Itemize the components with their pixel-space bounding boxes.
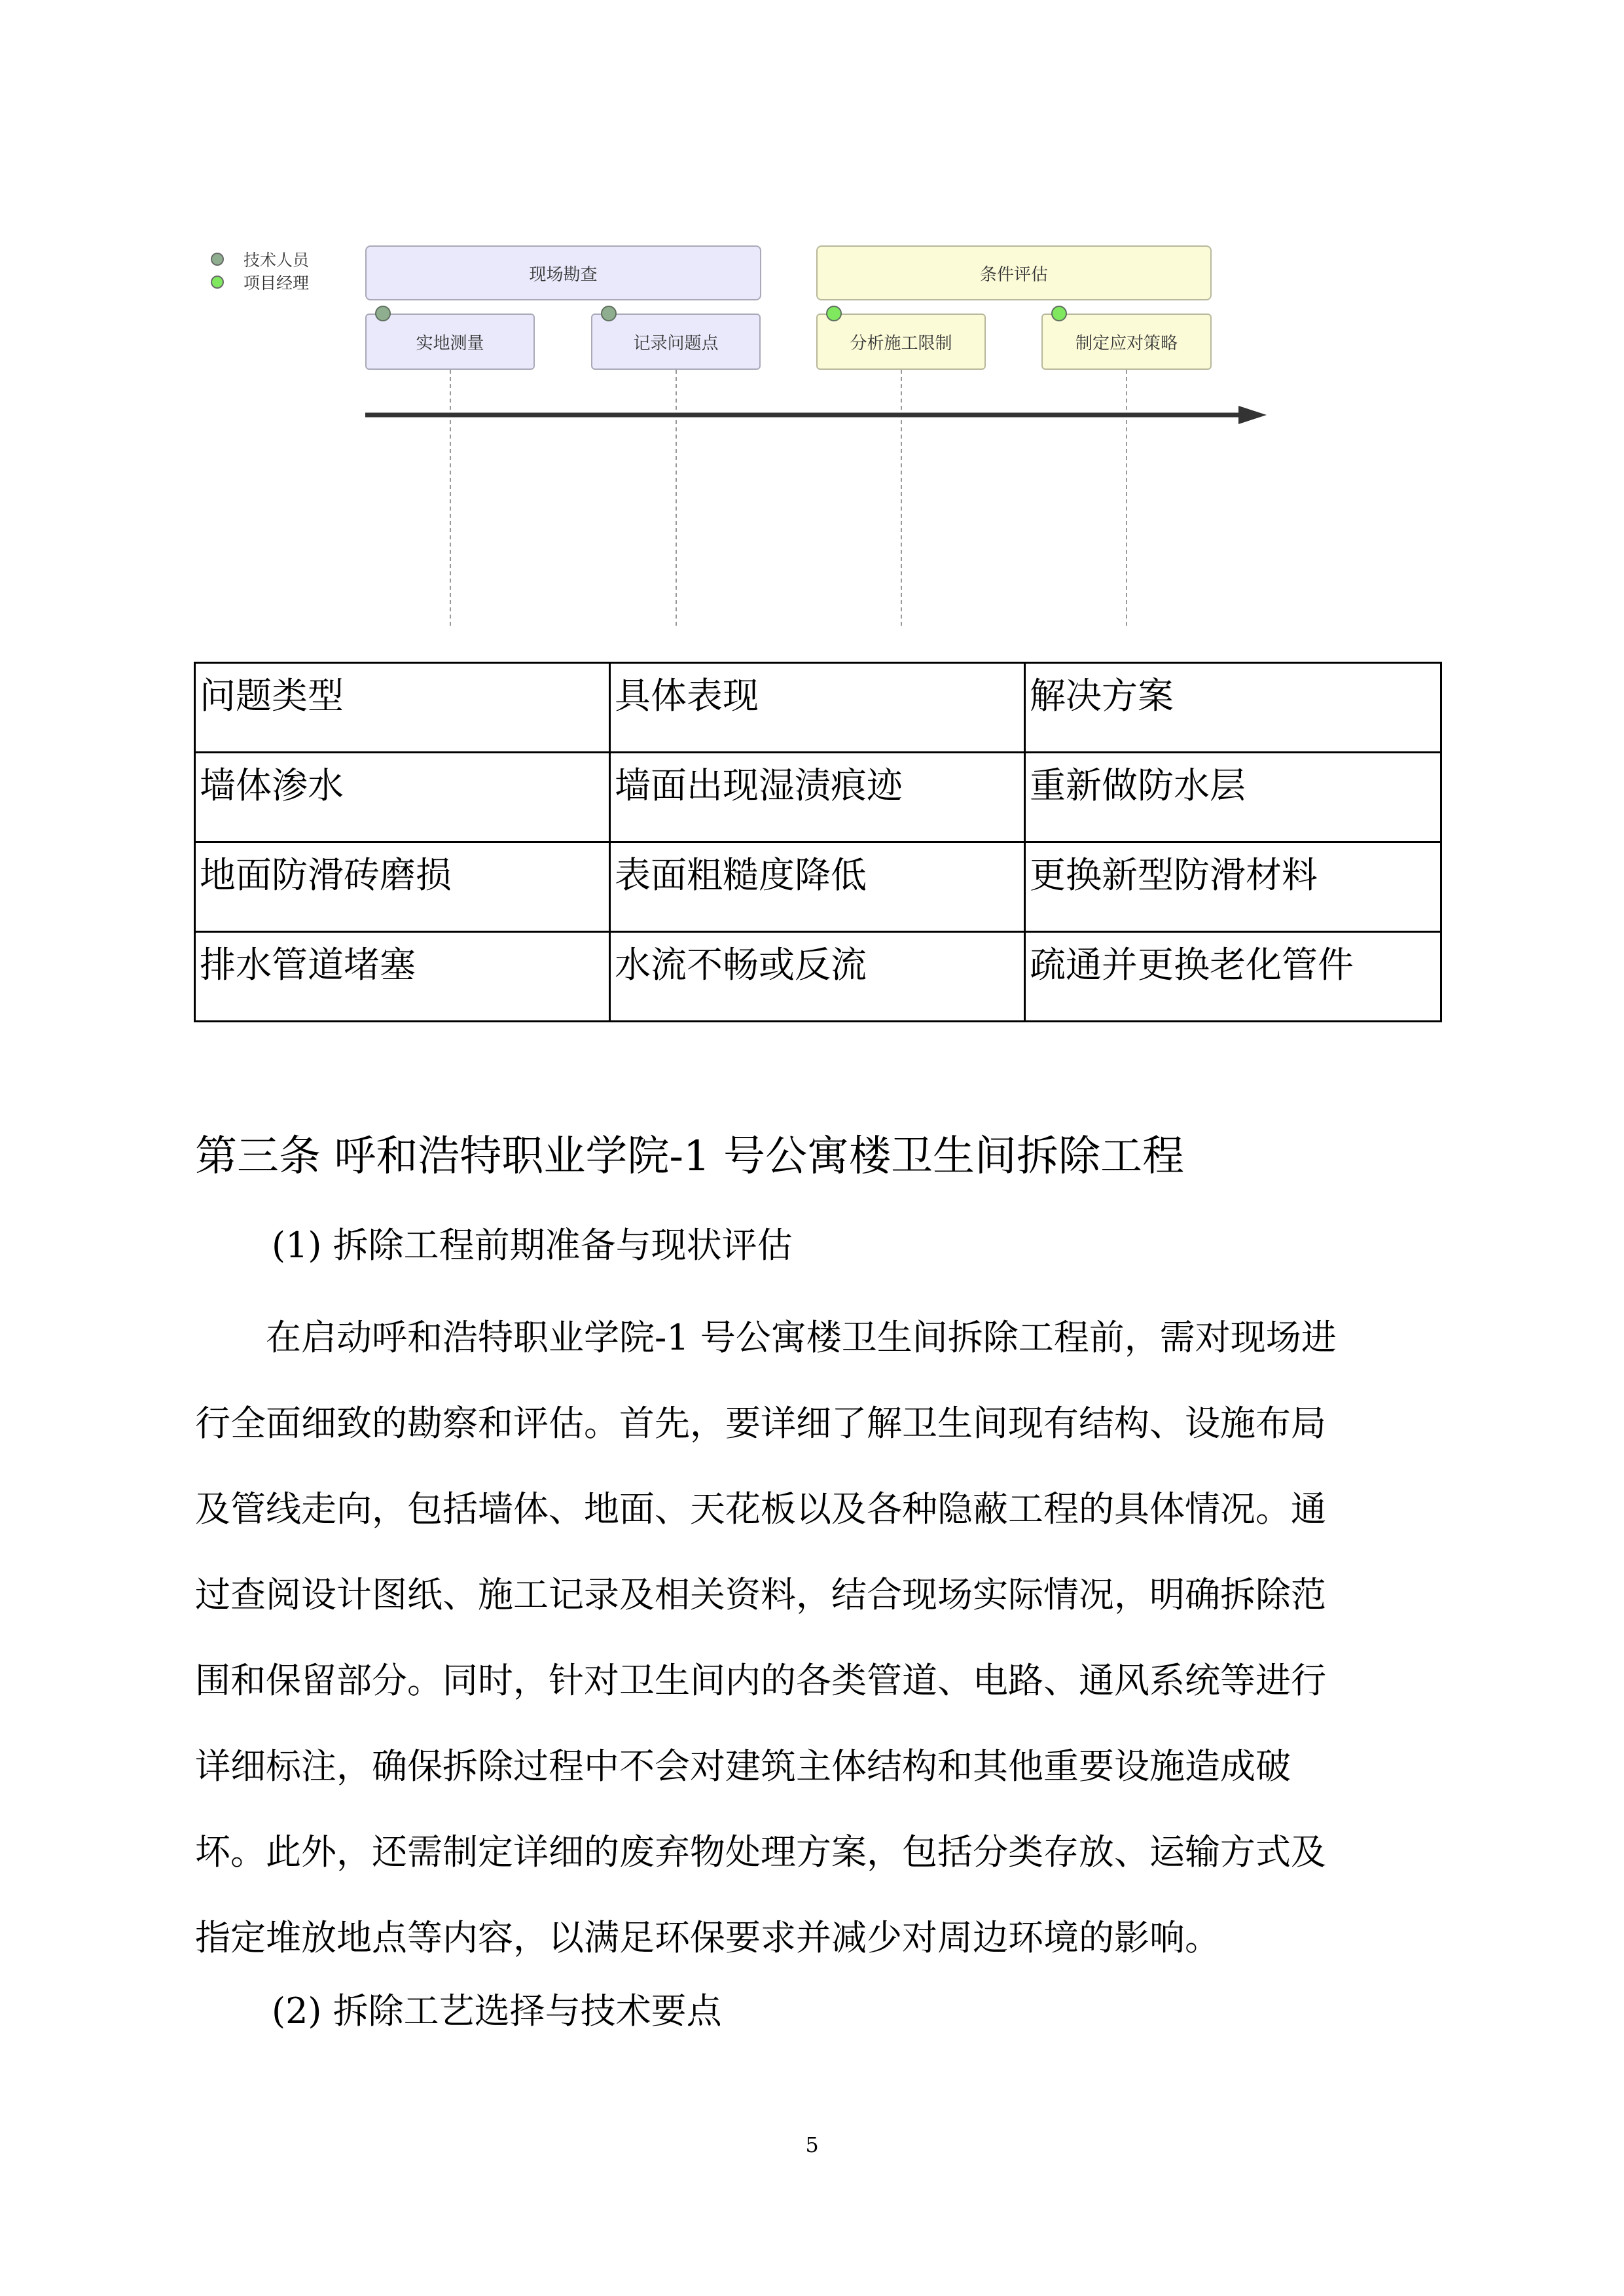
technician-marker-icon [375,306,391,321]
legend-label: 技术人员 [244,251,310,270]
issue-table [194,662,1442,1022]
table-cell: 水流不畅或反流 [610,932,1025,1022]
table-cell: 墙面出现湿渍痕迹 [610,753,1025,842]
table-header-row [195,663,1441,753]
table-cell: 地面防滑砖磨损 [195,842,610,932]
table-header-cell: 问题类型 [195,663,610,753]
table-header-cell: 具体表现 [610,663,1025,753]
body-paragraph [195,1295,1439,1981]
table-cell: 更换新型防滑材料 [1025,842,1441,932]
legend-item-technician [211,247,309,271]
legend-dot-icon [211,276,224,289]
section-heading: 第三条 呼和浩特职业学院-1 号公寓楼卫生间拆除工程 [195,1132,1185,1181]
paragraph-line: 详细标注，确保拆除过程中不会对建筑主体结构和其他重要设施造成破 [195,1746,1291,1787]
page-number: 5 [805,2132,819,2157]
paragraph-line: 围和保留部分。同时，针对卫生间内的各类管道、电路、通风系统等进行 [195,1660,1326,1701]
timeline-diagram [0,0,1624,641]
phase-condition-assessment: 条件评估 [816,245,1212,300]
table-header-cell: 解决方案 [1025,663,1441,753]
subheading-2: (2) 拆除工艺选择与技术要点 [272,1990,722,2032]
task-site-measurement: 实地测量 [365,314,535,370]
technician-marker-icon [601,306,617,321]
table-row [195,842,1441,932]
timeline-axis [0,0,1624,641]
manager-marker-icon [826,306,842,321]
paragraph-line: 过查阅设计图纸、施工记录及相关资料，结合现场实际情况，明确拆除范 [195,1574,1326,1615]
paragraph-line: 行全面细致的勘察和评估。首先，要详细了解卫生间现有结构、设施布局 [195,1403,1326,1444]
task-analyze-constraints: 分析施工限制 [816,314,986,370]
paragraph-line: 指定堆放地点等内容，以满足环保要求并减少对周边环境的影响。 [195,1917,1220,1958]
table-row [195,753,1441,842]
paragraph-line: 及管线走向，包括墙体、地面、天花板以及各种隐蔽工程的具体情况。通 [195,1488,1326,1530]
manager-marker-icon [1051,306,1067,321]
table-cell: 疏通并更换老化管件 [1025,932,1441,1022]
subheading-1: (1) 拆除工程前期准备与现状评估 [272,1225,793,1266]
table-row [195,932,1441,1022]
paragraph-line: 在启动呼和浩特职业学院-1 号公寓楼卫生间拆除工程前，需对现场进 [195,1317,1337,1358]
table-cell: 表面粗糙度降低 [610,842,1025,932]
task-record-issues: 记录问题点 [591,314,761,370]
paragraph-line: 坏。此外，还需制定详细的废弃物处理方案，包括分类存放、运输方式及 [195,1831,1326,1873]
table-cell: 墙体渗水 [195,753,610,842]
legend-label: 项目经理 [244,274,310,293]
table-cell: 重新做防水层 [1025,753,1441,842]
legend-item-manager [211,270,309,294]
legend-dot-icon [211,253,224,266]
table-cell: 排水管道堵塞 [195,932,610,1022]
phase-site-survey: 现场勘查 [365,245,761,300]
task-make-strategy: 制定应对策略 [1041,314,1212,370]
